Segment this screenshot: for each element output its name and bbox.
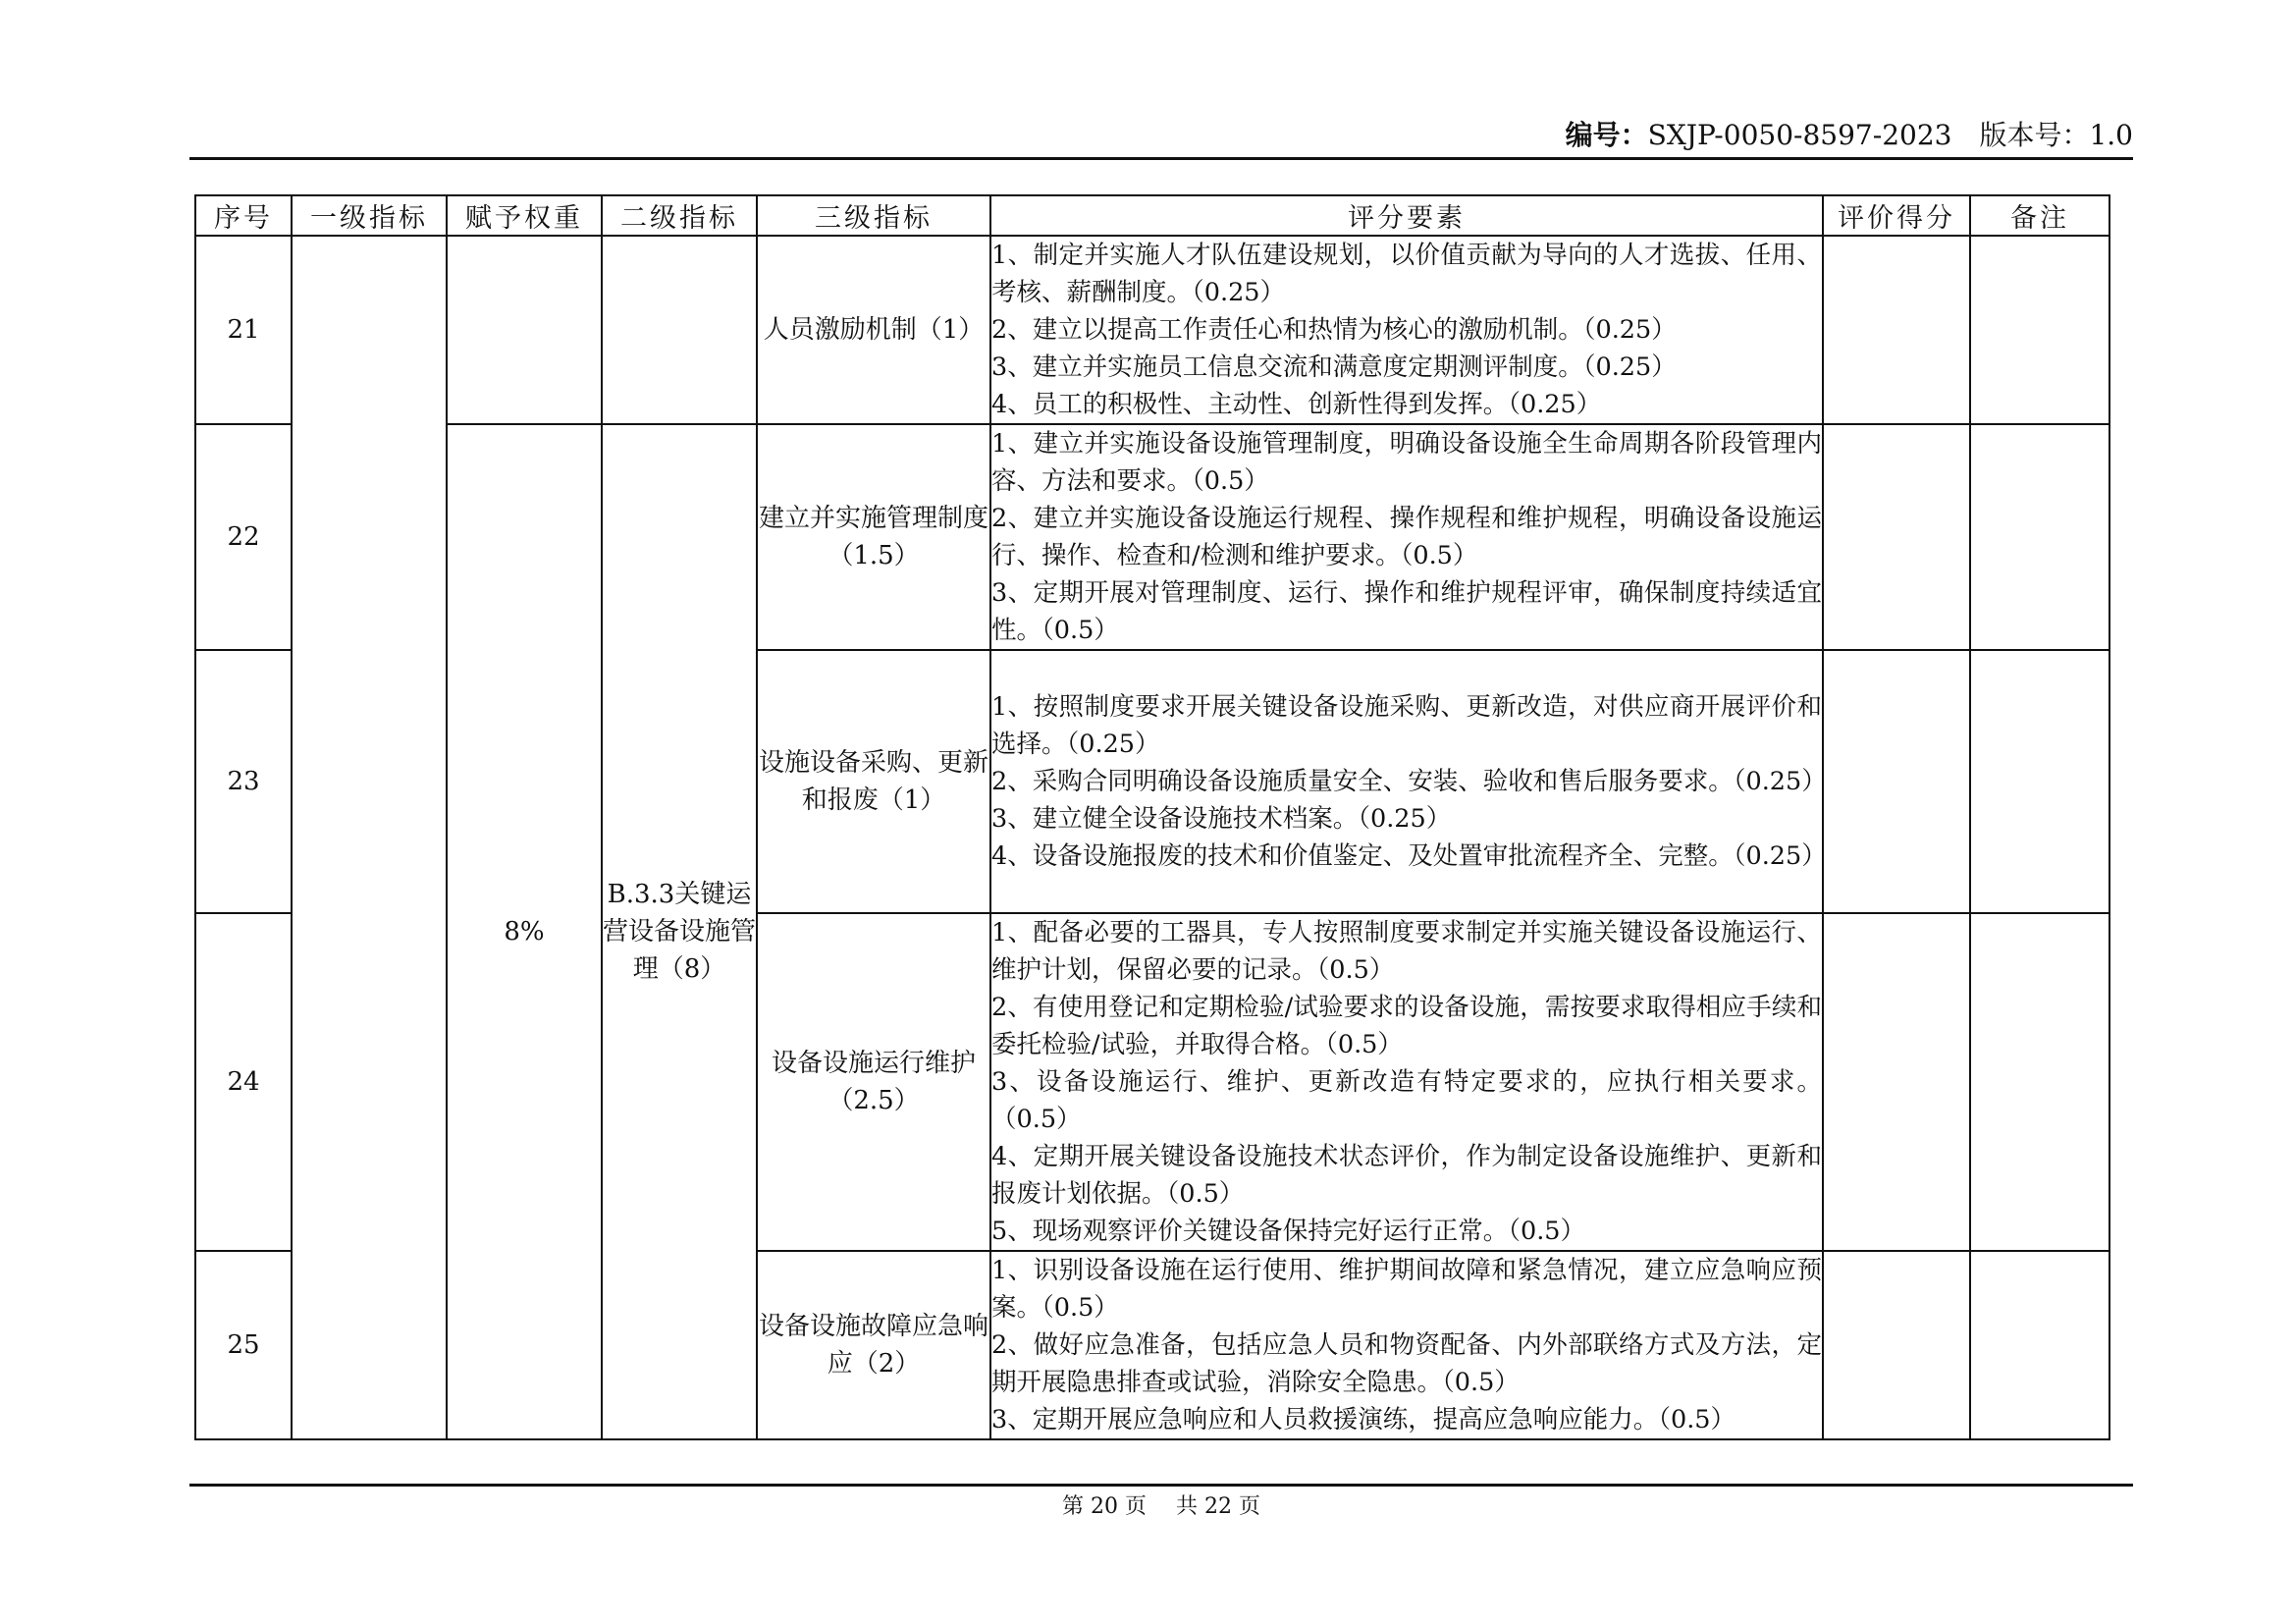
header-rule [189, 157, 2133, 160]
remarks-cell [1970, 424, 2109, 650]
col-header-level3: 三级指标 [757, 195, 990, 236]
criteria-item: 4、定期开展关键设备设施技术状态评价，作为制定设备设施维护、更新和报废计划依据。（0.5） [991, 1142, 1822, 1209]
criteria-item: 5、现场观察评价关键设备保持完好运行正常。（0.5） [991, 1217, 1586, 1246]
criteria-item: 1、制定并实施人才队伍建设规划，以价值贡献为导向的人才选拔、任用、考核、薪酬制度。（0.25） [991, 241, 1822, 307]
col-header-criteria: 评分要素 [990, 195, 1823, 236]
criteria-item: 1、建立并实施设备设施管理制度，明确设备设施全生命周期各阶段管理内容、方法和要求。（0.5） [991, 429, 1822, 496]
footer-rule [189, 1484, 2133, 1487]
col-header-remarks: 备注 [1970, 195, 2109, 236]
criteria-item: 3、设备设施运行、维护、更新改造有特定要求的，应执行相关要求。（0.5） [991, 1067, 1822, 1134]
weight-cell: 8% [447, 424, 602, 1439]
code-label: 编号： [1565, 119, 1648, 151]
criteria-cell [990, 236, 1823, 424]
weight-cell-empty [447, 236, 602, 424]
criteria-item: 1、按照制度要求开展关键设备设施采购、更新改造，对供应商开展评价和选择。（0.25） [991, 692, 1822, 759]
col-header-no: 序号 [195, 195, 292, 236]
level3-cell: 人员激励机制（1） [757, 236, 990, 424]
table-row [195, 424, 2109, 650]
score-cell [1823, 236, 1970, 424]
criteria-item: 2、建立并实施设备设施运行规程、操作规程和维护规程，明确设备设施运行、操作、检查和/检测和维护要求。（0.5） [991, 504, 1822, 570]
level3-cell: 设备设施运行维护（2.5） [757, 913, 990, 1251]
score-cell [1823, 1251, 1970, 1439]
row-no: 23 [195, 650, 292, 913]
table-row [195, 236, 2109, 424]
criteria-item: 2、建立以提高工作责任心和热情为核心的激励机制。（0.25） [991, 315, 1677, 345]
criteria-item: 2、做好应急准备，包括应急人员和物资配备、内外部联络方式及方法，定期开展隐患排查或试验，消除安全隐患。（0.5） [991, 1330, 1822, 1397]
page-footer [189, 1490, 2133, 1524]
table-header-row [195, 195, 2109, 236]
level2-cell: B.3.3关键运营设备设施管理（8） [602, 424, 757, 1439]
criteria-item: 3、建立健全设备设施技术档案。（0.25） [991, 804, 1452, 834]
criteria-item: 3、建立并实施员工信息交流和满意度定期测评制度。（0.25） [991, 352, 1677, 382]
col-header-level2: 二级指标 [602, 195, 757, 236]
evaluation-table [194, 194, 2110, 1440]
level1-cell [292, 236, 447, 1439]
remarks-cell [1970, 650, 2109, 913]
score-cell [1823, 650, 1970, 913]
row-no: 21 [195, 236, 292, 424]
remarks-cell [1970, 1251, 2109, 1439]
criteria-item: 2、采购合同明确设备设施质量安全、安装、验收和售后服务要求。（0.25） [991, 767, 1827, 796]
col-header-level1: 一级指标 [292, 195, 447, 236]
level3-cell: 设施设备采购、更新和报废（1） [757, 650, 990, 913]
version-value: 1.0 [2089, 119, 2133, 151]
score-cell [1823, 913, 1970, 1251]
level3-cell: 建立并实施管理制度（1.5） [757, 424, 990, 650]
row-no: 22 [195, 424, 292, 650]
criteria-cell [990, 650, 1827, 913]
remarks-cell [1970, 913, 2109, 1251]
criteria-item: 1、识别设备设施在运行使用、维护期间故障和紧急情况，建立应急响应预案。（0.5） [991, 1256, 1822, 1323]
level2-cell-empty [602, 236, 757, 424]
document-header [189, 116, 2133, 155]
criteria-item: 2、有使用登记和定期检验/试验要求的设备设施，需按要求取得相应手续和委托检验/试验，并取得合格。（0.5） [991, 993, 1822, 1059]
version-label: 版本号： [1979, 119, 2090, 151]
col-header-weight: 赋予权重 [447, 195, 602, 236]
criteria-item: 3、定期开展应急响应和人员救援演练，提高应急响应能力。（0.5） [991, 1405, 1736, 1435]
score-cell [1823, 424, 1970, 650]
criteria-cell [990, 1251, 1823, 1439]
col-header-score: 评价得分 [1823, 195, 1970, 236]
row-no: 25 [195, 1251, 292, 1439]
code-value: SXJP-0050-8597-2023 [1647, 119, 1952, 151]
row-no: 24 [195, 913, 292, 1251]
remarks-cell [1970, 236, 2109, 424]
criteria-item: 4、员工的积极性、主动性、创新性得到发挥。（0.25） [991, 390, 1602, 419]
page-number: 第 20 页 [1062, 1494, 1147, 1519]
criteria-cell [990, 913, 1823, 1251]
criteria-item: 4、设备设施报废的技术和价值鉴定、及处置审批流程齐全、完整。（0.25） [991, 841, 1827, 871]
criteria-item: 3、定期开展对管理制度、运行、操作和维护规程评审，确保制度持续适宜性。（0.5） [991, 578, 1822, 645]
page-total: 共 22 页 [1176, 1494, 1260, 1519]
criteria-item: 1、配备必要的工器具，专人按照制度要求制定并实施关键设备设施运行、维护计划，保留必要的记录。（0.5） [991, 918, 1822, 985]
criteria-cell [990, 424, 1823, 650]
level3-cell: 设备设施故障应急响应（2） [757, 1251, 990, 1439]
